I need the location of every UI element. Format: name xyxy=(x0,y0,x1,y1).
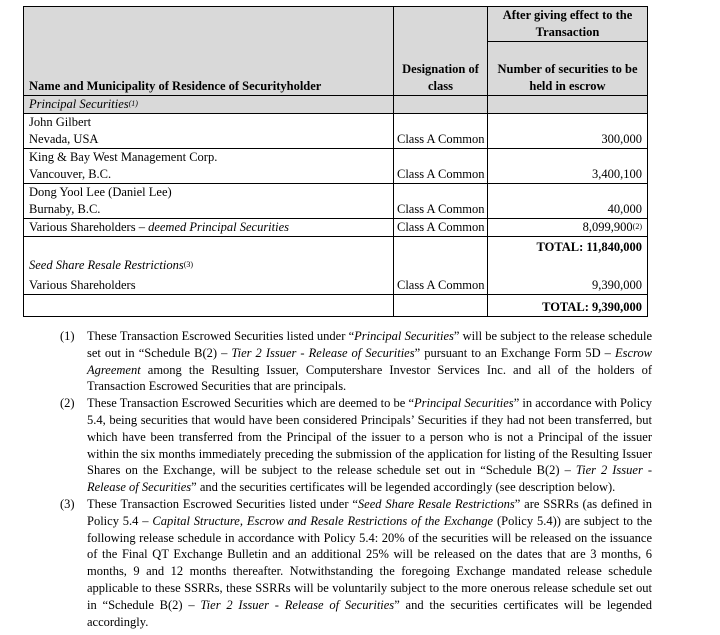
class-cell: Class A Common xyxy=(394,219,488,237)
amount-cell: 8,099,900$^{(2)}$ xyxy=(488,219,648,237)
amount-cell: 3,400,100 xyxy=(488,149,648,184)
amount-cell: 40,000 xyxy=(488,184,648,219)
table-row xyxy=(24,149,648,184)
footnote-2: (2) These Transaction Escrowed Securities which are deemed to be “Principal Securities” in accordance with Policy 5.4, being securities that would have been considered Principals’ Securities if they had not been transferred, but which have been transferred from the Principal of the issuer to a person who is not a Principal of the issuer within the six months immediately preceding the submission of the application for listing of the Resulting Issuer Shares on the Exchange, will be subject to the release schedule set out in “Schedule B(2) – Tier 2 Issuer - Release of Securities” and the securities certificates will be legended accordingly (see description below). xyxy=(60,396,652,495)
amount-cell: 300,000 xyxy=(488,114,648,149)
holder-name: Dong Yool Lee (Daniel Lee) xyxy=(29,185,172,199)
holder-location: Vancouver, B.C. xyxy=(29,167,112,181)
holder-location: Burnaby, B.C. xyxy=(29,202,101,216)
header-group: After giving effect to the Transaction xyxy=(488,7,648,42)
header-escrow: Number of securities to be held in escrow xyxy=(488,42,648,96)
class-cell: Class A Common xyxy=(394,114,488,149)
footnote-1: (1) These Transaction Escrowed Securities listed under “Principal Securities” will be subject to the release schedule set out in “Schedule B(2) – Tier 2 Issuer - Release of Securities” pursuant to an Exchange Form 5D – Escrow Agreement among the Resulting Issuer, Computershare Investor Services Inc. and all of the holders of Transaction Escrowed Securities that are principals. xyxy=(60,329,652,394)
footnote-3: (3) These Transaction Escrowed Securities listed under “Seed Share Resale Restrictions” are SSRRs (as defined in Policy 5.4 – Capital Structure, Escrow and Resale Restrictions of the Exchange (Policy 5.4)) are subject to the following release schedule in accordance with Policy 5.4: 20% of the securities will be released on the issuance of the Final QT Exchange Bulletin and an additional 25% will be released on the dates that are 3 months, 6 months, 9 and 12 months thereafter. Notwithstanding the foregoing Exchange mandated release schedule applicable to these SSRRs, these SSRRs will be voluntarily subject to the more onerous release schedule set out in “Schedule B(2) – Tier 2 Issuer - Release of Securities” and the securities certificates will be legended accordingly. xyxy=(60,496,653,629)
holder-name: Various Shareholders xyxy=(24,274,394,295)
footnotes xyxy=(60,328,652,630)
class-cell: Class A Common xyxy=(394,184,488,219)
table-row xyxy=(24,219,648,237)
holder-name: John Gilbert xyxy=(29,115,92,129)
table-row xyxy=(24,184,648,219)
header-name: Name and Municipality of Residence of Securityholder xyxy=(24,7,394,96)
class-cell: Class A Common xyxy=(394,149,488,184)
holder-name: Various Shareholders – deemed Principal Securities xyxy=(24,219,394,237)
section-title-principal: Principal Securities$^{(1)}$ xyxy=(24,96,394,114)
amount-cell: 9,390,000 xyxy=(488,274,648,295)
total-seed: TOTAL: 9,390,000 xyxy=(488,295,648,317)
header-designation: Designation of class xyxy=(394,7,488,96)
total-principal: TOTAL: 11,840,000 xyxy=(488,237,648,275)
table-row xyxy=(24,114,648,149)
table-row xyxy=(24,274,648,295)
class-cell: Class A Common xyxy=(394,274,488,295)
escrow-table xyxy=(23,6,648,317)
holder-location: Nevada, USA xyxy=(29,132,99,146)
holder-name: King & Bay West Management Corp. xyxy=(29,150,218,164)
section-title-seed: Seed Share Resale Restrictions$^{(3)}$ xyxy=(24,237,394,275)
